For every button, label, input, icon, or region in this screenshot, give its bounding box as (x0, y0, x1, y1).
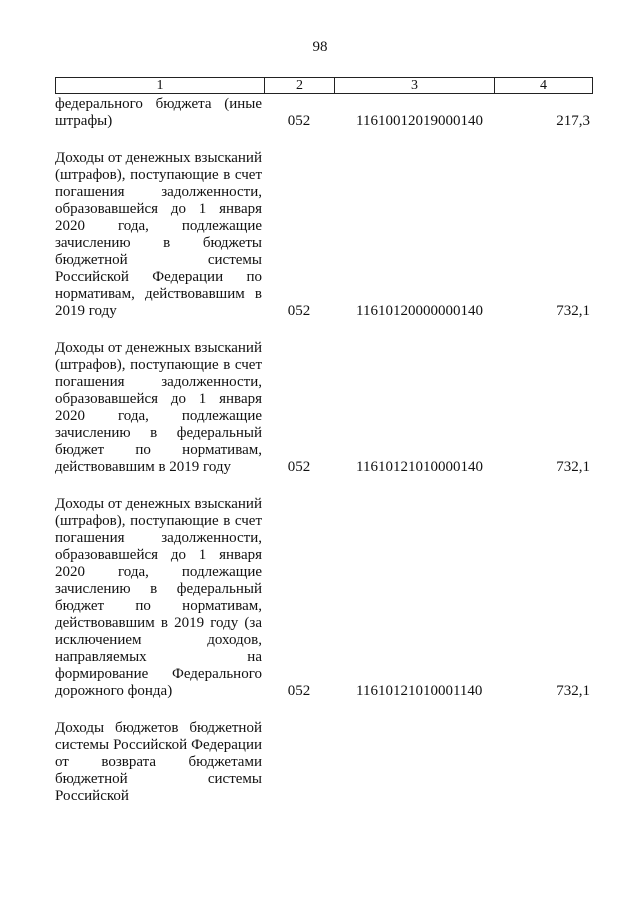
row-amount: 217,3 (556, 113, 590, 129)
table-row (55, 496, 592, 700)
row-name: Доходы бюджетов бюджетной системы Российской Федерации от возврата бюджетами бюджетной системы Российской (55, 720, 262, 804)
row-budget-code: 11610121010001140 (356, 683, 483, 699)
row-name: Доходы от денежных взысканий (штрафов), поступающие в счет погашения задолженности, образовавшейся до 1 января 2020 года, подлежащие зачислению в бюджеты бюджетной системы Российской Федерации по нормативам, действовавшим в 2019 году (55, 150, 262, 319)
row-admin-code: 052 (287, 113, 311, 129)
header-col-2: 2 (265, 78, 335, 94)
table-row (55, 150, 592, 320)
row-budget-code: 11610012019000140 (356, 113, 483, 129)
header-col-3: 3 (335, 78, 495, 94)
table-row (55, 720, 592, 805)
row-budget-code: 11610120000000140 (356, 303, 483, 319)
row-spacer (55, 476, 592, 496)
row-amount: 732,1 (556, 303, 590, 319)
row-amount: 732,1 (556, 683, 590, 699)
row-spacer (55, 320, 592, 340)
row-admin-code (264, 720, 334, 805)
row-budget-code: 11610121010000140 (356, 459, 483, 475)
row-amount: 732,1 (556, 459, 590, 475)
revenue-table (55, 96, 592, 805)
row-admin-code: 052 (287, 683, 311, 699)
row-name: федерального бюджета (иные штрафы) (55, 96, 262, 129)
header-col-1: 1 (56, 78, 265, 94)
table-row (55, 340, 592, 476)
row-name: Доходы от денежных взысканий (штрафов), поступающие в счет погашения задолженности, образовавшейся до 1 января 2020 года, подлежащие зачислению в федеральный бюджет по нормативам, действовавшим в 2019 году (за исключением доходов, направляемых на формирование Федерального дорожного фонда) (55, 496, 262, 699)
table-row (55, 96, 592, 130)
row-admin-code: 052 (287, 459, 311, 475)
row-spacer (55, 130, 592, 150)
row-admin-code: 052 (287, 303, 311, 319)
row-spacer (55, 700, 592, 720)
row-amount (494, 720, 592, 805)
row-budget-code (334, 720, 494, 805)
header-col-4: 4 (495, 78, 593, 94)
page-number: 98 (312, 39, 328, 55)
table-header (55, 77, 593, 94)
row-name: Доходы от денежных взысканий (штрафов), поступающие в счет погашения задолженности, образовавшейся до 1 января 2020 года, подлежащие зачислению в федеральный бюджет по нормативам, действовавшим в 2019 году (55, 340, 262, 475)
